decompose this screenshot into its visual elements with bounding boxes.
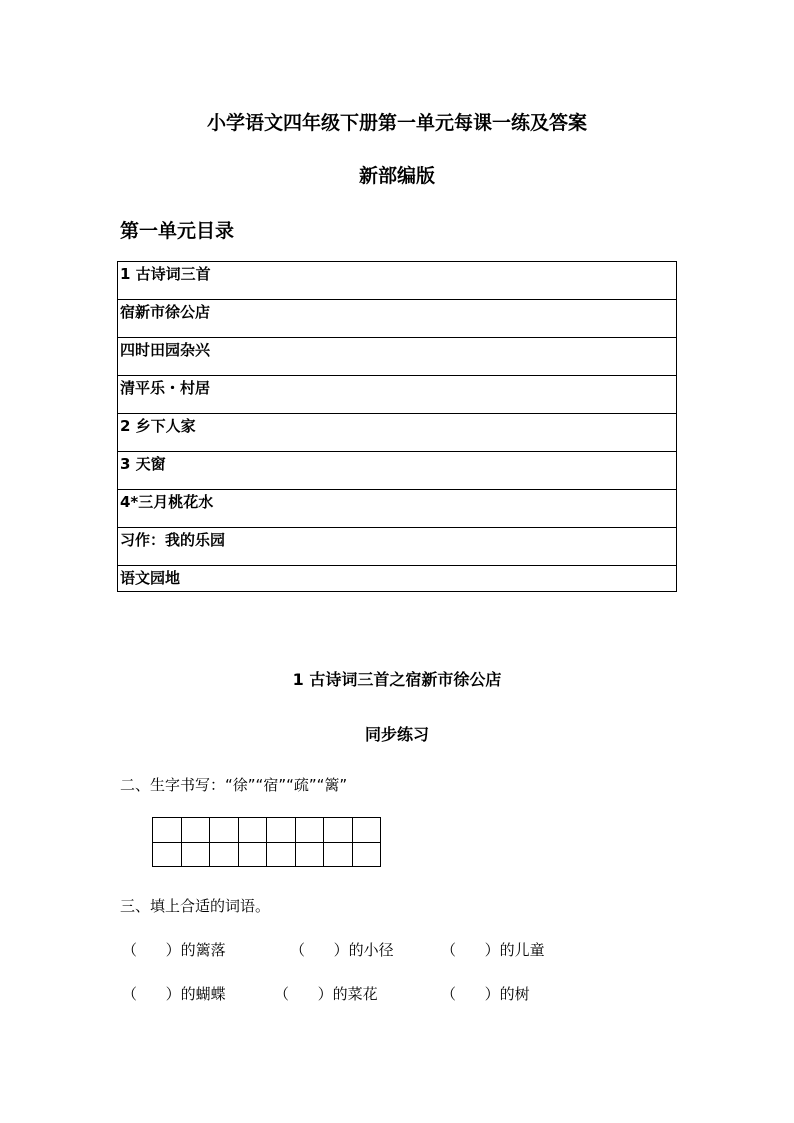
question-2: 二、生字书写：“徐”“宿”“疏”“篱” [120, 776, 348, 794]
writing-cell[interactable] [323, 817, 381, 867]
writing-cell[interactable] [209, 817, 267, 867]
writing-grid[interactable] [152, 817, 380, 867]
toc-row: 清平乐・村居 [118, 376, 676, 414]
fill-blank[interactable]: （ ）的蝴蝶 [122, 985, 226, 1003]
toc-row: 宿新市徐公店 [118, 300, 676, 338]
toc-row: 4*三月桃花水 [118, 490, 676, 528]
lesson-title: 1 古诗词三首之宿新市徐公店 [292, 670, 502, 689]
writing-cell[interactable] [152, 817, 210, 867]
fill-blank[interactable]: （ ）的篱落 [122, 941, 226, 959]
toc-row: 1 古诗词三首 [118, 262, 676, 300]
toc-row: 2 乡下人家 [118, 414, 676, 452]
fill-blank[interactable]: （ ）的小径 [290, 941, 394, 959]
toc-row: 四时田园杂兴 [118, 338, 676, 376]
toc-row: 语文园地 [120, 569, 181, 587]
page-subtitle: 新部编版 [358, 165, 435, 187]
fill-blank[interactable]: （ ）的儿童 [441, 941, 545, 959]
fill-blank[interactable]: （ ）的树 [441, 985, 530, 1003]
toc-heading: 第一单元目录 [120, 220, 235, 242]
practice-title: 同步练习 [364, 725, 429, 744]
question-3: 三、填上合适的词语。 [120, 897, 271, 915]
fill-blank[interactable]: （ ）的菜花 [274, 985, 378, 1003]
toc-table [117, 261, 677, 592]
writing-cell[interactable] [266, 817, 324, 867]
toc-row: 3 天窗 [118, 452, 676, 490]
page-title: 小学语文四年级下册第一单元每课一练及答案 [206, 112, 587, 134]
toc-row: 习作：我的乐园 [118, 528, 676, 566]
